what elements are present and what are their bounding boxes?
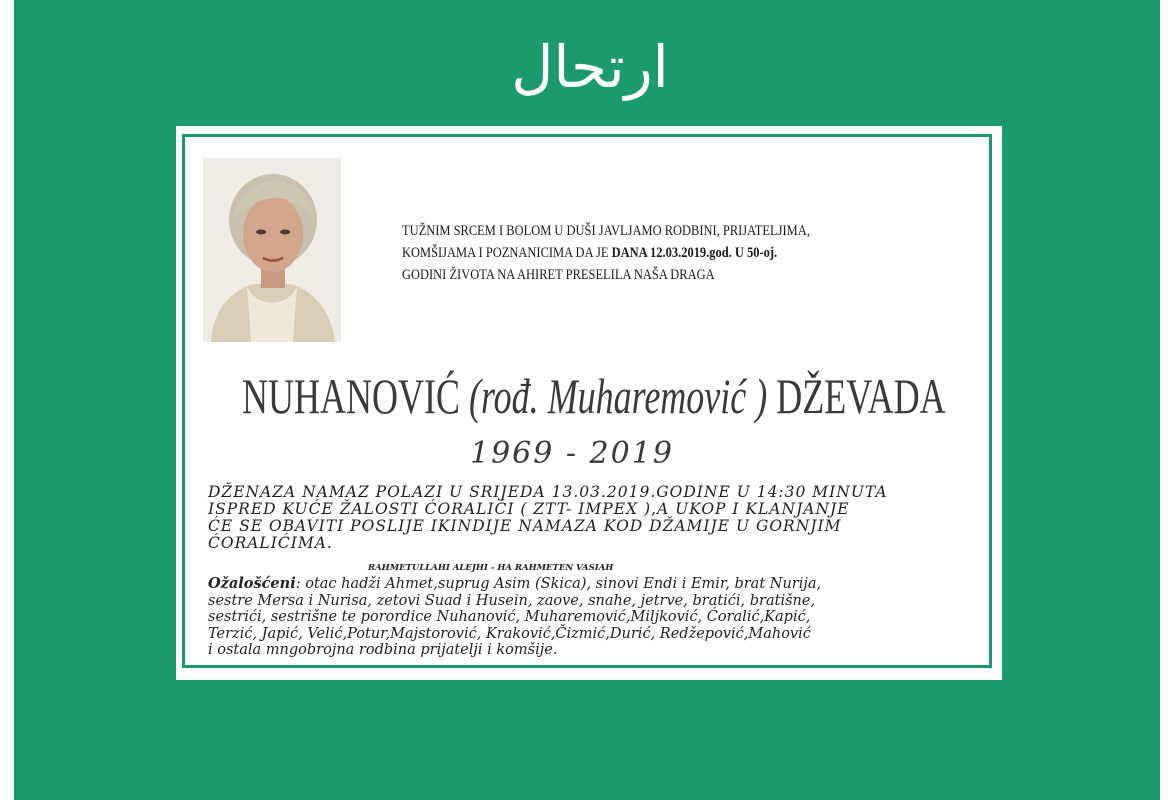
funeral-line: DŽENAZA NAMAZ POLAZI U SRIJEDA 13.03.2019.GODINE U 14:30 MINUTA xyxy=(208,483,888,501)
mourners-line: sestre Mersa i Nurisa, zetovi Suad i Husein, zaove, snahe, jetrve, bratići, bratišne, xyxy=(208,592,816,609)
arabic-calligraphy-header: ارتحال xyxy=(511,33,669,101)
deceased-name xyxy=(242,364,946,428)
funeral-details xyxy=(208,484,968,552)
mourners-line: i ostala mngobrojna rodbina prijatelji i komšije. xyxy=(208,642,558,659)
mourners-line: Terzić, Japić, Velić,Potur,Majstorović, Kraković,Čizmić,Durić, Redžepović,Mahović xyxy=(208,625,811,642)
funeral-line: ĆORALIĆIMA. xyxy=(208,534,333,552)
portrait-illustration xyxy=(203,158,341,342)
life-years: 1969 - 2019 xyxy=(470,436,674,471)
intro-line-2 xyxy=(402,242,780,264)
mourners-line: sestrići, sestrišne te porordice Nuhanović, Muharemović,Miljković, Ćoralić,Kapić, xyxy=(208,609,811,626)
announcement-intro xyxy=(402,220,810,286)
first-name: DŽEVADA xyxy=(776,368,946,424)
maiden-name: (rođ. Muharemović ) xyxy=(468,368,768,424)
mourners-label: Ožalošćeni xyxy=(208,575,296,592)
portrait-photo xyxy=(203,158,341,342)
intro-line-2-text: KOMŠIJAMA I POZNANICIMA DA JE xyxy=(402,245,612,261)
funeral-line: ĆE SE OBAVITI POSLIJE IKINDIJE NAMAZA KOD DŽAMIJE U GORNJIM xyxy=(208,517,842,535)
mourners-line-1-text: : otac hadži Ahmet,suprug Asim (Skica), sinovi Endi i Emir, brat Nurija, xyxy=(295,576,822,592)
surname: NUHANOVIĆ xyxy=(242,368,460,424)
mourners-list xyxy=(208,576,998,659)
mourners-line xyxy=(208,576,998,593)
intro-line-1: TUŽNIM SRCEM I BOLOM U DUŠI JAVLJAMO RODBINI, PRIJATELJIMA, xyxy=(402,223,810,239)
intro-line-3: GODINI ŽIVOTA NA AHIRET PRESELILA NAŠA DRAGA xyxy=(402,267,715,283)
prayer-line: RAHMETULLAHI ALEJHI - HA RAHMETEN VASIAH xyxy=(368,563,614,573)
funeral-line: ISPRED KUĆE ŽALOSTI ĆORALIĆI ( ZTT- IMPEX ),A UKOP I KLANJANJE xyxy=(208,500,850,518)
death-date: DANA 12.03.2019.god. U 50-oj. xyxy=(611,245,778,261)
